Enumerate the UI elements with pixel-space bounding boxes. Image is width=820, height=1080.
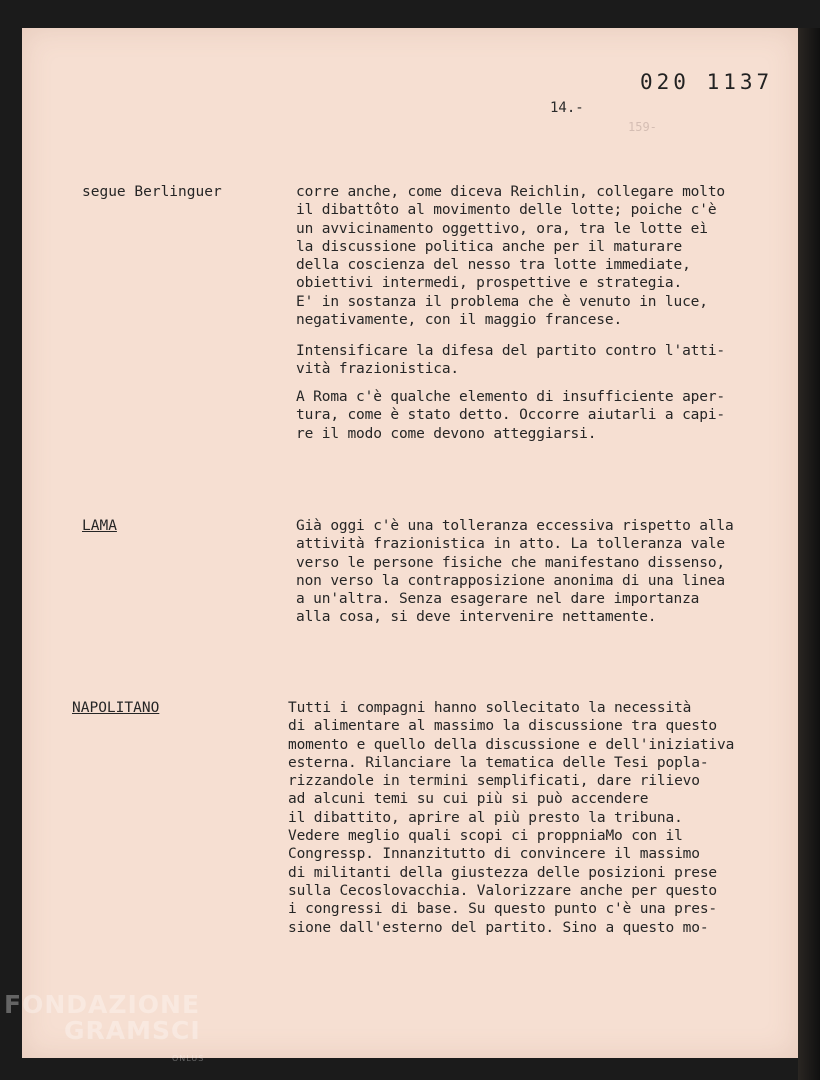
speech-paragraph: Tutti i compagni hanno sollecitato la necessità di alimentare al massimo la discussione tra questo momento e quello della discussione e dell'iniziativa esterna. Rilanciare la tematica delle Tesi popla- rizzandole in termini semplificati, dare rilievo ad alcuni temi su cui più si può accendere il dibattito, aprire al più presto la tribuna. Vedere meglio quali scopi ci proppniaMo con il Congressp. Innanzitutto di convincere il massimo di militanti della giustezza delle posizioni prese sulla Cecoslovacchia. Valorizzare anche per questo i congressi di base. Su questo punto c'è una pres- sione dall'esterno del partito. Sino a questo mo-	[288, 700, 735, 936]
watermark-line3: ONLUS	[172, 1054, 205, 1063]
speaker-label: segue Berlinguer	[82, 184, 222, 200]
speaker-label: LAMA	[82, 518, 117, 534]
archive-number: 020 1137	[640, 70, 774, 94]
page-number: 14.-	[550, 100, 584, 116]
speaker-label: NAPOLITANO	[72, 700, 160, 716]
watermark-line1: FONDAZIONE	[4, 990, 201, 1019]
watermark-line2: GRAMSCI	[64, 1016, 201, 1045]
fondazione-gramsci-watermark	[4, 990, 205, 1063]
speech-paragraph: corre anche, come diceva Reichlin, collegare molto il dibattôto al movimento delle lotte; poiche c'è un avvicinamento oggettivo, ora, tra le lotte eì la discussione politica anche per il maturare della coscienza del nesso tra lotte immediate, obiettivi intermedi, prospettive e strategia. E' in sostanza il problema che è venuto in luce, negativamente, con il maggio francese.	[296, 184, 725, 329]
bleed-through-text: 159-	[628, 120, 657, 134]
speech-paragraph: Già oggi c'è una tolleranza eccessiva rispetto alla attività frazionistica in atto. La tolleranza vale verso le persone fisiche che manifestano dissenso, non verso la contrapposizione anonima di una linea a un'altra. Senza esagerare nel dare importanza alla cosa, si deve intervenire nettamente.	[296, 518, 734, 626]
speech-paragraph: A Roma c'è qualche elemento di insufficiente aper- tura, come è stato detto. Occorre aiutarli a capi- re il modo come devono atteggiarsi.	[296, 389, 725, 442]
scan-edge	[798, 28, 820, 1080]
speech-paragraph: Intensificare la difesa del partito contro l'atti- vità frazionistica.	[296, 343, 725, 378]
